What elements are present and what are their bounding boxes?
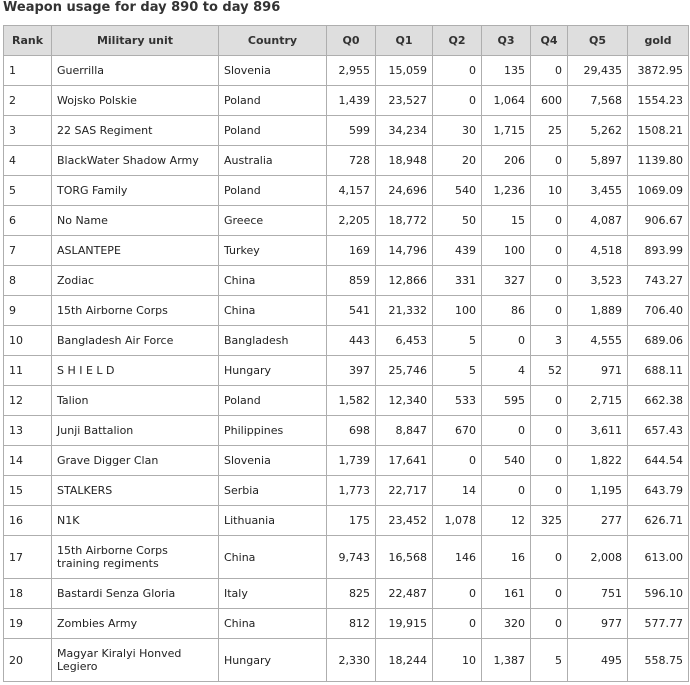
- column-header-q2: Q2: [433, 26, 482, 56]
- q3-cell: 0: [482, 416, 531, 446]
- q5-cell: 495: [568, 639, 628, 682]
- q5-cell: 4,518: [568, 236, 628, 266]
- table-row: [4, 536, 689, 579]
- country-cell: Bangladesh: [219, 326, 327, 356]
- table-row: [4, 116, 689, 146]
- q2-cell: 100: [433, 296, 482, 326]
- table-row: [4, 416, 689, 446]
- column-header-q5: Q5: [568, 26, 628, 56]
- q0-cell: 9,743: [327, 536, 376, 579]
- gold-cell: 3872.95: [628, 56, 689, 86]
- q3-cell: 540: [482, 446, 531, 476]
- q0-cell: 541: [327, 296, 376, 326]
- q3-cell: 16: [482, 536, 531, 579]
- rank-cell: 14: [4, 446, 52, 476]
- q2-cell: 670: [433, 416, 482, 446]
- military-unit-cell: 15th Airborne Corps: [52, 296, 219, 326]
- gold-cell: 558.75: [628, 639, 689, 682]
- q5-cell: 2,008: [568, 536, 628, 579]
- q4-cell: 25: [531, 116, 568, 146]
- q3-cell: 161: [482, 579, 531, 609]
- rank-cell: 18: [4, 579, 52, 609]
- q2-cell: 10: [433, 639, 482, 682]
- q4-cell: 600: [531, 86, 568, 116]
- military-unit-cell: N1K: [52, 506, 219, 536]
- q1-cell: 23,527: [376, 86, 433, 116]
- table-row: [4, 296, 689, 326]
- column-header-q0: Q0: [327, 26, 376, 56]
- q5-cell: 3,455: [568, 176, 628, 206]
- country-cell: Poland: [219, 386, 327, 416]
- q3-cell: 1,387: [482, 639, 531, 682]
- q1-cell: 6,453: [376, 326, 433, 356]
- country-cell: Philippines: [219, 416, 327, 446]
- country-cell: Poland: [219, 176, 327, 206]
- military-unit-cell: Wojsko Polskie: [52, 86, 219, 116]
- q3-cell: 320: [482, 609, 531, 639]
- weapon-usage-table: [3, 25, 689, 682]
- q4-cell: 325: [531, 506, 568, 536]
- q2-cell: 1,078: [433, 506, 482, 536]
- military-unit-cell: Magyar Kiralyi Honved Legiero: [52, 639, 219, 682]
- q4-cell: 10: [531, 176, 568, 206]
- country-cell: Hungary: [219, 639, 327, 682]
- q0-cell: 1,773: [327, 476, 376, 506]
- q3-cell: 1,715: [482, 116, 531, 146]
- column-header-q1: Q1: [376, 26, 433, 56]
- rank-cell: 3: [4, 116, 52, 146]
- q4-cell: 0: [531, 446, 568, 476]
- gold-cell: 1069.09: [628, 176, 689, 206]
- q0-cell: 728: [327, 146, 376, 176]
- q2-cell: 5: [433, 326, 482, 356]
- gold-cell: 688.11: [628, 356, 689, 386]
- rank-cell: 8: [4, 266, 52, 296]
- rank-cell: 17: [4, 536, 52, 579]
- table-row: [4, 146, 689, 176]
- military-unit-cell: S H I E L D: [52, 356, 219, 386]
- q0-cell: 812: [327, 609, 376, 639]
- q1-cell: 22,487: [376, 579, 433, 609]
- column-header-military-unit: Military unit: [52, 26, 219, 56]
- q3-cell: 12: [482, 506, 531, 536]
- q2-cell: 0: [433, 56, 482, 86]
- gold-cell: 644.54: [628, 446, 689, 476]
- country-cell: Poland: [219, 86, 327, 116]
- rank-cell: 10: [4, 326, 52, 356]
- q1-cell: 16,568: [376, 536, 433, 579]
- q0-cell: 443: [327, 326, 376, 356]
- rank-cell: 4: [4, 146, 52, 176]
- country-cell: Lithuania: [219, 506, 327, 536]
- q4-cell: 0: [531, 236, 568, 266]
- q5-cell: 4,555: [568, 326, 628, 356]
- gold-cell: 893.99: [628, 236, 689, 266]
- country-cell: China: [219, 609, 327, 639]
- q2-cell: 146: [433, 536, 482, 579]
- q4-cell: 5: [531, 639, 568, 682]
- q5-cell: 977: [568, 609, 628, 639]
- q3-cell: 4: [482, 356, 531, 386]
- q4-cell: 0: [531, 579, 568, 609]
- country-cell: Serbia: [219, 476, 327, 506]
- table-row: [4, 56, 689, 86]
- military-unit-cell: Guerrilla: [52, 56, 219, 86]
- q3-cell: 135: [482, 56, 531, 86]
- country-cell: Greece: [219, 206, 327, 236]
- country-cell: China: [219, 296, 327, 326]
- table-row: [4, 176, 689, 206]
- q0-cell: 4,157: [327, 176, 376, 206]
- military-unit-cell: Grave Digger Clan: [52, 446, 219, 476]
- q1-cell: 17,641: [376, 446, 433, 476]
- q4-cell: 0: [531, 146, 568, 176]
- q2-cell: 331: [433, 266, 482, 296]
- q1-cell: 12,340: [376, 386, 433, 416]
- rank-cell: 9: [4, 296, 52, 326]
- rank-cell: 20: [4, 639, 52, 682]
- rank-cell: 2: [4, 86, 52, 116]
- country-cell: Slovenia: [219, 446, 327, 476]
- q4-cell: 0: [531, 206, 568, 236]
- military-unit-cell: Bangladesh Air Force: [52, 326, 219, 356]
- table-row: [4, 266, 689, 296]
- q2-cell: 20: [433, 146, 482, 176]
- military-unit-cell: STALKERS: [52, 476, 219, 506]
- q1-cell: 8,847: [376, 416, 433, 446]
- q2-cell: 30: [433, 116, 482, 146]
- country-cell: China: [219, 266, 327, 296]
- q2-cell: 540: [433, 176, 482, 206]
- q5-cell: 5,897: [568, 146, 628, 176]
- q0-cell: 2,205: [327, 206, 376, 236]
- q3-cell: 0: [482, 326, 531, 356]
- country-cell: Slovenia: [219, 56, 327, 86]
- q3-cell: 100: [482, 236, 531, 266]
- q2-cell: 0: [433, 446, 482, 476]
- rank-cell: 13: [4, 416, 52, 446]
- column-header-country: Country: [219, 26, 327, 56]
- q4-cell: 0: [531, 416, 568, 446]
- q2-cell: 0: [433, 579, 482, 609]
- column-header-gold: gold: [628, 26, 689, 56]
- q1-cell: 22,717: [376, 476, 433, 506]
- q0-cell: 825: [327, 579, 376, 609]
- military-unit-cell: 22 SAS Regiment: [52, 116, 219, 146]
- q1-cell: 18,948: [376, 146, 433, 176]
- q2-cell: 439: [433, 236, 482, 266]
- military-unit-cell: Talion: [52, 386, 219, 416]
- q5-cell: 1,889: [568, 296, 628, 326]
- military-unit-cell: Bastardi Senza Gloria: [52, 579, 219, 609]
- q2-cell: 14: [433, 476, 482, 506]
- q1-cell: 34,234: [376, 116, 433, 146]
- gold-cell: 626.71: [628, 506, 689, 536]
- q3-cell: 15: [482, 206, 531, 236]
- q1-cell: 25,746: [376, 356, 433, 386]
- q5-cell: 4,087: [568, 206, 628, 236]
- country-cell: Turkey: [219, 236, 327, 266]
- q0-cell: 2,330: [327, 639, 376, 682]
- q1-cell: 18,772: [376, 206, 433, 236]
- q3-cell: 0: [482, 476, 531, 506]
- country-cell: China: [219, 536, 327, 579]
- military-unit-cell: 15th Airborne Corps training regiments: [52, 536, 219, 579]
- table-row: [4, 639, 689, 682]
- rank-cell: 6: [4, 206, 52, 236]
- q0-cell: 2,955: [327, 56, 376, 86]
- rank-cell: 11: [4, 356, 52, 386]
- table-row: [4, 506, 689, 536]
- table-row: [4, 476, 689, 506]
- column-header-q3: Q3: [482, 26, 531, 56]
- gold-cell: 662.38: [628, 386, 689, 416]
- gold-cell: 657.43: [628, 416, 689, 446]
- q1-cell: 14,796: [376, 236, 433, 266]
- gold-cell: 906.67: [628, 206, 689, 236]
- military-unit-cell: BlackWater Shadow Army: [52, 146, 219, 176]
- q0-cell: 1,739: [327, 446, 376, 476]
- gold-cell: 596.10: [628, 579, 689, 609]
- gold-cell: 643.79: [628, 476, 689, 506]
- rank-cell: 7: [4, 236, 52, 266]
- q1-cell: 24,696: [376, 176, 433, 206]
- column-header-rank: Rank: [4, 26, 52, 56]
- q4-cell: 0: [531, 536, 568, 579]
- q5-cell: 3,611: [568, 416, 628, 446]
- country-cell: Hungary: [219, 356, 327, 386]
- rank-cell: 1: [4, 56, 52, 86]
- q2-cell: 50: [433, 206, 482, 236]
- q3-cell: 1,236: [482, 176, 531, 206]
- q5-cell: 971: [568, 356, 628, 386]
- q0-cell: 698: [327, 416, 376, 446]
- q2-cell: 0: [433, 609, 482, 639]
- q3-cell: 595: [482, 386, 531, 416]
- q1-cell: 15,059: [376, 56, 433, 86]
- military-unit-cell: TORG Family: [52, 176, 219, 206]
- gold-cell: 706.40: [628, 296, 689, 326]
- q3-cell: 206: [482, 146, 531, 176]
- table-row: [4, 356, 689, 386]
- table-row: [4, 86, 689, 116]
- q1-cell: 23,452: [376, 506, 433, 536]
- q3-cell: 327: [482, 266, 531, 296]
- q2-cell: 0: [433, 86, 482, 116]
- table-row: [4, 206, 689, 236]
- q0-cell: 1,582: [327, 386, 376, 416]
- q5-cell: 5,262: [568, 116, 628, 146]
- q4-cell: 0: [531, 56, 568, 86]
- q4-cell: 0: [531, 609, 568, 639]
- q1-cell: 19,915: [376, 609, 433, 639]
- country-cell: Australia: [219, 146, 327, 176]
- country-cell: Italy: [219, 579, 327, 609]
- table-body: [4, 56, 689, 682]
- q4-cell: 52: [531, 356, 568, 386]
- military-unit-cell: No Name: [52, 206, 219, 236]
- rank-cell: 19: [4, 609, 52, 639]
- table-row: [4, 579, 689, 609]
- q0-cell: 397: [327, 356, 376, 386]
- rank-cell: 16: [4, 506, 52, 536]
- military-unit-cell: ASLANTEPE: [52, 236, 219, 266]
- rank-cell: 5: [4, 176, 52, 206]
- q4-cell: 3: [531, 326, 568, 356]
- military-unit-cell: Zombies Army: [52, 609, 219, 639]
- table-row: [4, 236, 689, 266]
- q4-cell: 0: [531, 476, 568, 506]
- column-header-q4: Q4: [531, 26, 568, 56]
- q0-cell: 599: [327, 116, 376, 146]
- q5-cell: 3,523: [568, 266, 628, 296]
- q0-cell: 169: [327, 236, 376, 266]
- country-cell: Poland: [219, 116, 327, 146]
- q0-cell: 1,439: [327, 86, 376, 116]
- q2-cell: 533: [433, 386, 482, 416]
- q0-cell: 175: [327, 506, 376, 536]
- q5-cell: 1,195: [568, 476, 628, 506]
- q4-cell: 0: [531, 296, 568, 326]
- q1-cell: 12,866: [376, 266, 433, 296]
- table-row: [4, 386, 689, 416]
- table-row: [4, 446, 689, 476]
- q1-cell: 18,244: [376, 639, 433, 682]
- table-row: [4, 609, 689, 639]
- q0-cell: 859: [327, 266, 376, 296]
- gold-cell: 1139.80: [628, 146, 689, 176]
- q4-cell: 0: [531, 386, 568, 416]
- gold-cell: 1508.21: [628, 116, 689, 146]
- gold-cell: 689.06: [628, 326, 689, 356]
- q2-cell: 5: [433, 356, 482, 386]
- q5-cell: 29,435: [568, 56, 628, 86]
- page-title: Weapon usage for day 890 to day 896: [3, 0, 281, 15]
- military-unit-cell: Zodiac: [52, 266, 219, 296]
- q5-cell: 2,715: [568, 386, 628, 416]
- table-row: [4, 326, 689, 356]
- q1-cell: 21,332: [376, 296, 433, 326]
- q4-cell: 0: [531, 266, 568, 296]
- q5-cell: 7,568: [568, 86, 628, 116]
- q5-cell: 751: [568, 579, 628, 609]
- q5-cell: 277: [568, 506, 628, 536]
- table-header-row: [4, 26, 689, 56]
- q3-cell: 86: [482, 296, 531, 326]
- gold-cell: 743.27: [628, 266, 689, 296]
- gold-cell: 577.77: [628, 609, 689, 639]
- q5-cell: 1,822: [568, 446, 628, 476]
- rank-cell: 12: [4, 386, 52, 416]
- q3-cell: 1,064: [482, 86, 531, 116]
- gold-cell: 1554.23: [628, 86, 689, 116]
- gold-cell: 613.00: [628, 536, 689, 579]
- rank-cell: 15: [4, 476, 52, 506]
- military-unit-cell: Junji Battalion: [52, 416, 219, 446]
